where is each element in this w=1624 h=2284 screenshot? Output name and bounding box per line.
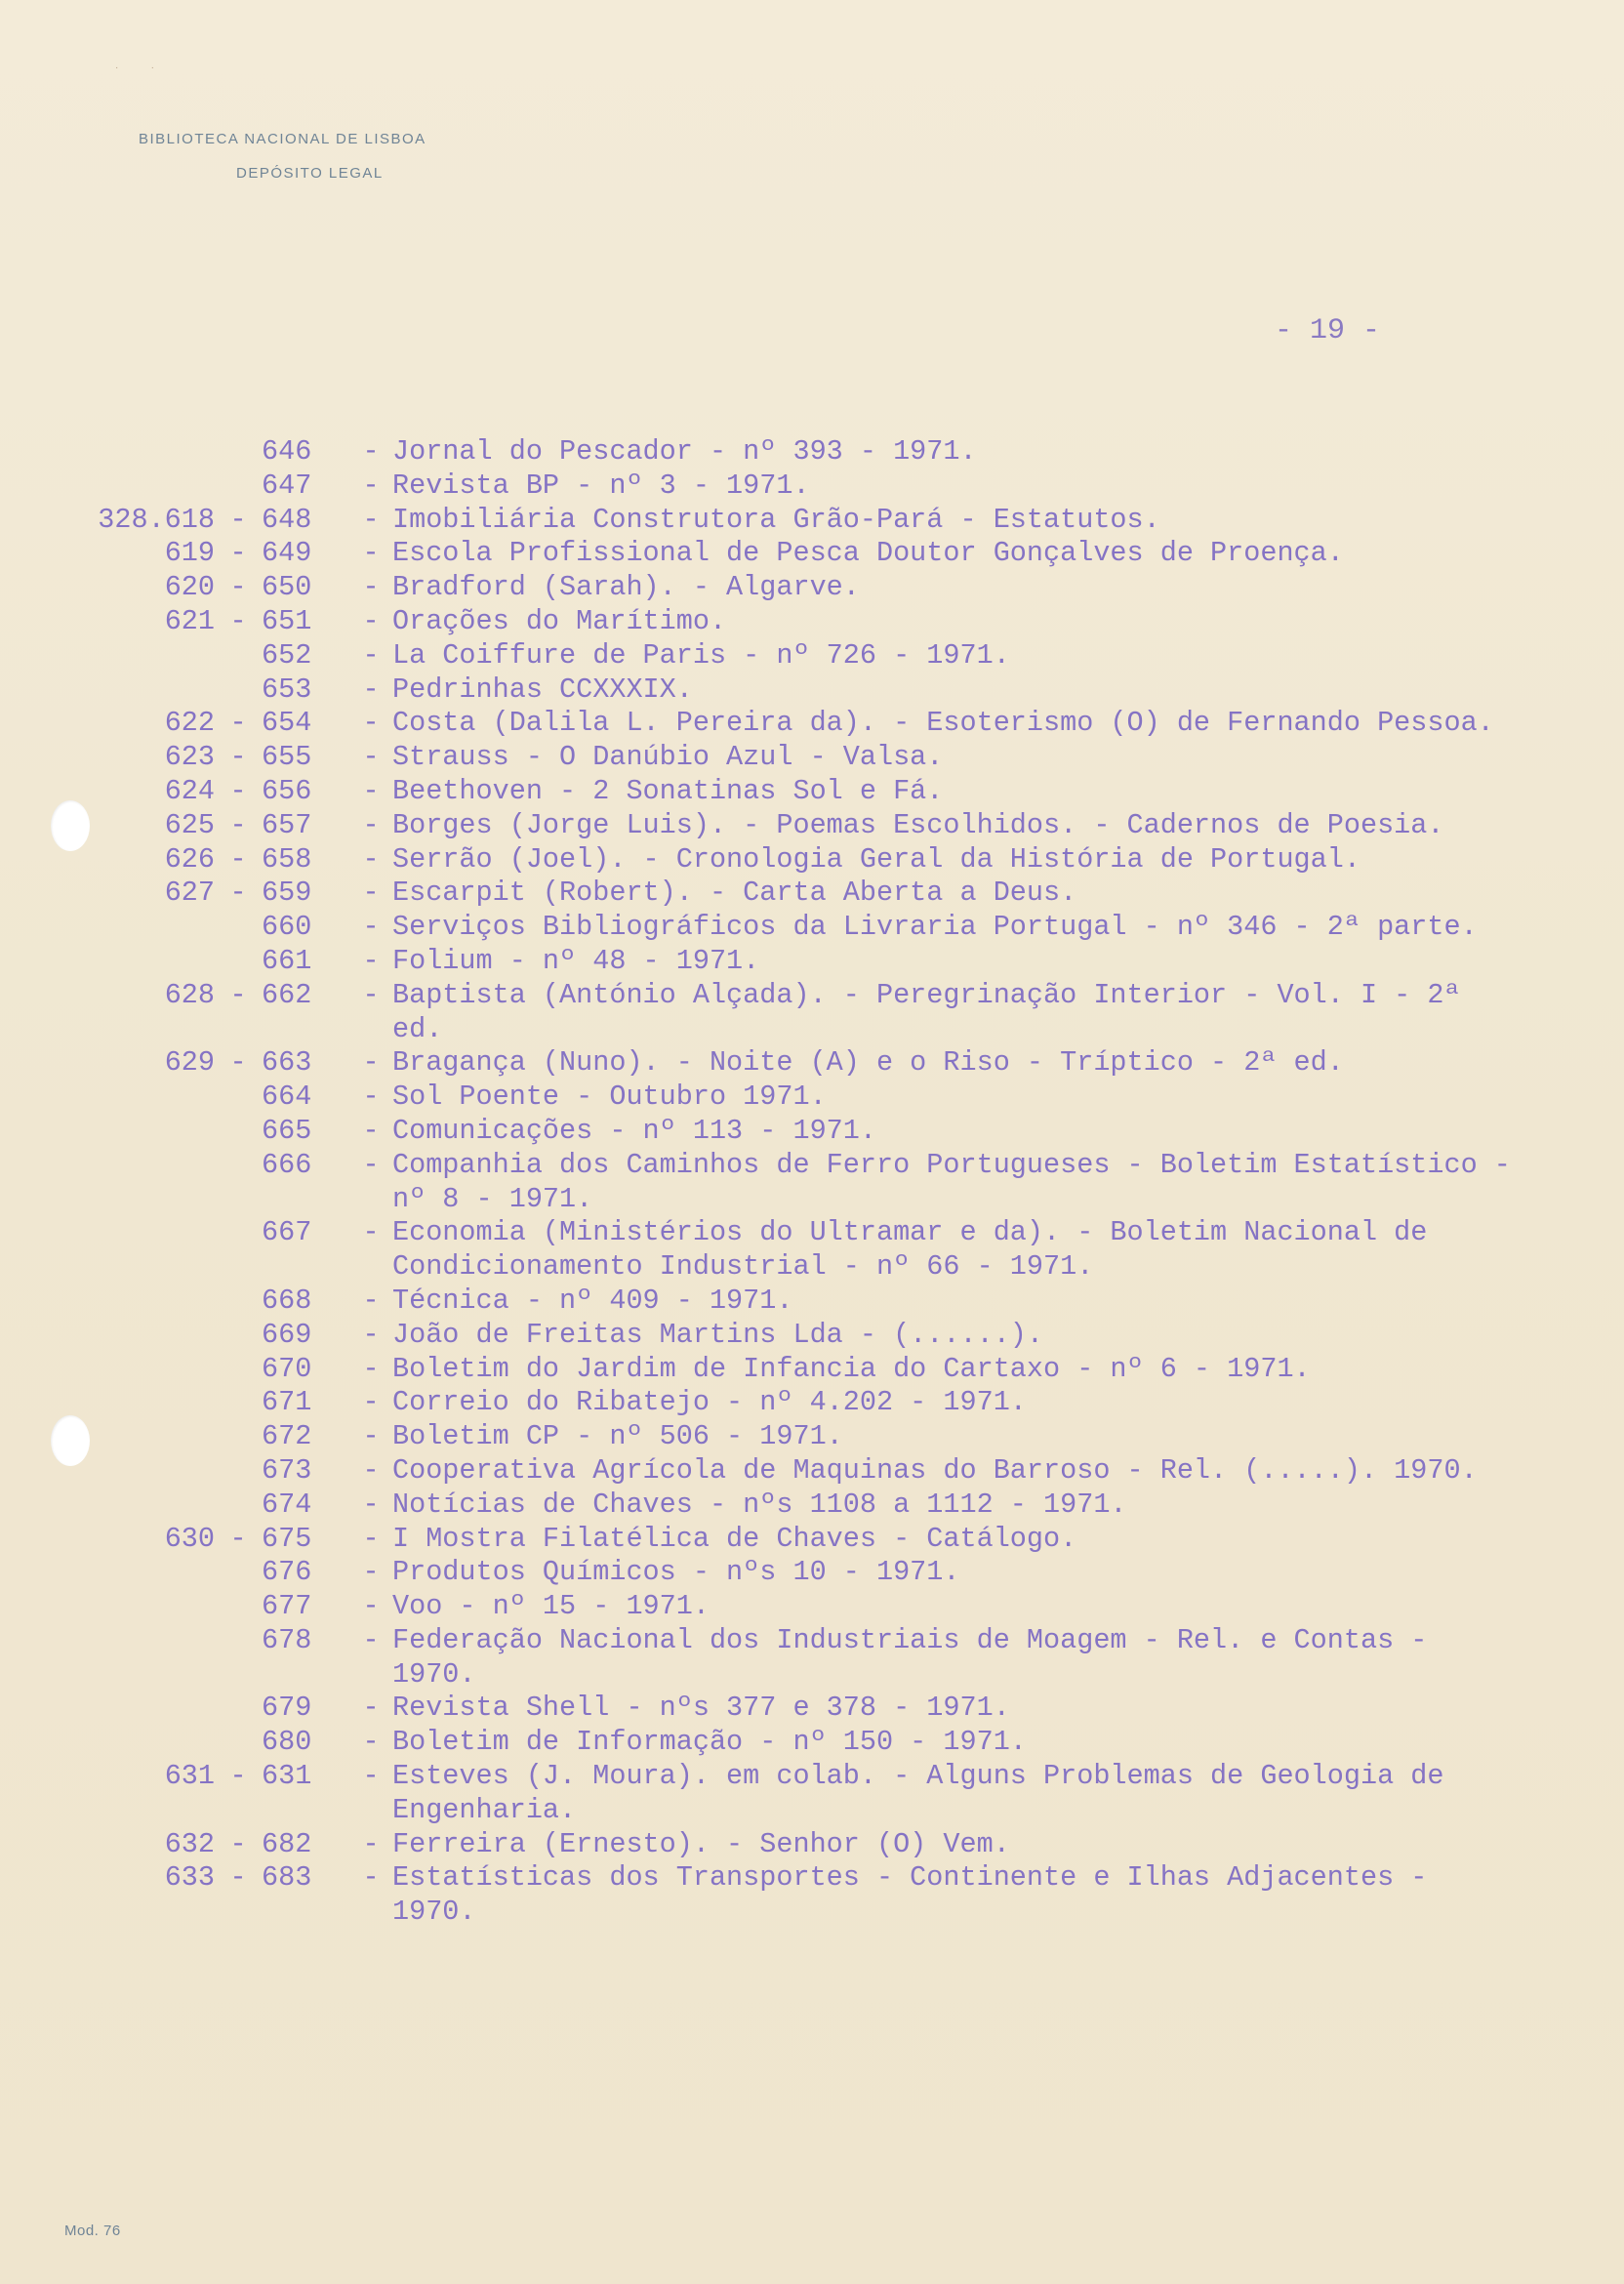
separator-dash: -: [362, 1692, 380, 1725]
catalog-number: [0, 1489, 215, 1523]
deposit-number: 670: [262, 1352, 312, 1385]
entry-title: I Mostra Filatélica de Chaves - Catálogo.: [392, 1522, 1077, 1555]
separator-dash: [215, 1353, 262, 1387]
entry-title: Beethoven - 2 Sonatinas Sol e Fá.: [392, 774, 944, 807]
list-item: [0, 1046, 1624, 1081]
entry-title: Companhia dos Caminhos de Ferro Portugueses - Boletim Estatístico - nº 8 - 1971.: [392, 1148, 1511, 1215]
entry-title: Imobiliária Construtora Grão-Pará - Estatutos.: [392, 503, 1160, 536]
punch-hole: [51, 800, 90, 851]
entry-title: Costa (Dalila L. Pereira da). - Esoterismo (O) de Fernando Pessoa.: [392, 707, 1494, 740]
deposit-number: 668: [262, 1284, 312, 1317]
entry-title: Técnica - nº 409 - 1971.: [392, 1284, 793, 1317]
deposit-number: 675: [262, 1522, 312, 1555]
separator-dash: -: [362, 1046, 380, 1080]
separator-dash: -: [362, 1386, 380, 1419]
separator-dash: -: [362, 1590, 380, 1623]
deposit-number: 679: [262, 1692, 312, 1725]
separator-dash: -: [362, 1488, 380, 1521]
separator-dash: -: [362, 1556, 380, 1589]
separator-dash: -: [362, 944, 380, 977]
deposit-number: 672: [262, 1420, 312, 1453]
list-item: [0, 1454, 1624, 1489]
entry-title: Boletim de Informação - nº 150 - 1971.: [392, 1726, 1027, 1759]
separator-dash: -: [362, 1114, 380, 1147]
separator-dash: [215, 1420, 262, 1454]
catalog-number: [0, 1454, 215, 1489]
list-item: [0, 1861, 1624, 1930]
list-item: [0, 1828, 1624, 1862]
catalog-number: [0, 1216, 215, 1285]
entry-title: Bradford (Sarah). - Algarve.: [392, 571, 860, 604]
deposit-number: 673: [262, 1453, 312, 1487]
list-item: [0, 1081, 1624, 1115]
catalog-number: [0, 1556, 215, 1590]
list-item: [0, 707, 1624, 741]
letterhead: [139, 131, 426, 182]
list-item: [0, 1115, 1624, 1149]
separator-dash: -: [229, 774, 247, 807]
entry-title: Esteves (J. Moura). em colab. - Alguns Problemas de Geologia de Engenharia.: [392, 1760, 1444, 1826]
entry-title: Revista Shell - nºs 377 e 378 - 1971.: [392, 1692, 1010, 1725]
catalog-number: [0, 1285, 215, 1319]
separator-dash: -: [362, 741, 380, 774]
deposit-number: 653: [262, 673, 312, 706]
entry-title: Baptista (António Alçada). - Peregrinação Interior - Vol. I - 2ª ed.: [392, 978, 1461, 1045]
separator-dash: -: [229, 1861, 247, 1895]
list-item: [0, 1149, 1624, 1217]
separator-dash: -: [362, 1148, 380, 1181]
deposit-number: 648: [262, 503, 312, 536]
separator-dash: [215, 1216, 262, 1285]
deposit-number: 671: [262, 1386, 312, 1419]
deposit-number: 658: [262, 842, 312, 876]
separator-dash: -: [229, 808, 247, 841]
deposit-number: 682: [262, 1827, 312, 1860]
deposit-number: 655: [262, 741, 312, 774]
entry-title: Estatísticas dos Transportes - Continente e Ilhas Adjacentes - 1970.: [392, 1861, 1428, 1929]
separator-dash: [215, 1319, 262, 1353]
list-item: [0, 775, 1624, 809]
separator-dash: -: [362, 469, 380, 502]
separator-dash: [215, 435, 262, 469]
deposit-number: 631: [262, 1760, 312, 1793]
entry-title: Escarpit (Robert). - Carta Aberta a Deus.: [392, 877, 1077, 910]
separator-dash: -: [362, 673, 380, 706]
list-item: [0, 877, 1624, 911]
entry-title: Folium - nº 48 - 1971.: [392, 944, 760, 977]
separator-dash: -: [229, 1827, 247, 1860]
separator-dash: -: [362, 877, 380, 910]
list-item: [0, 1692, 1624, 1726]
separator-dash: -: [362, 774, 380, 807]
separator-dash: -: [362, 1760, 380, 1793]
separator-dash: -: [362, 1081, 380, 1114]
separator-dash: [215, 1692, 262, 1726]
catalog-number: [0, 435, 215, 469]
separator-dash: [215, 1081, 262, 1115]
catalog-number: 624: [164, 774, 215, 807]
separator-dash: -: [362, 1318, 380, 1351]
list-item: [0, 504, 1624, 538]
list-item: [0, 673, 1624, 708]
deposit-number: 661: [262, 944, 312, 977]
separator-dash: -: [362, 808, 380, 841]
entry-title: Comunicações - nº 113 - 1971.: [392, 1114, 876, 1147]
page-number: - 19 -: [1275, 314, 1381, 347]
separator-dash: [215, 1624, 262, 1693]
entry-title: Boletim CP - nº 506 - 1971.: [392, 1420, 843, 1453]
list-item: [0, 809, 1624, 843]
list-item: [0, 1420, 1624, 1454]
deposit-number: 676: [262, 1556, 312, 1589]
catalog-number: [0, 673, 215, 708]
deposit-number: 664: [262, 1081, 312, 1114]
entry-list: [0, 435, 1624, 1930]
deposit-number: 657: [262, 808, 312, 841]
separator-dash: -: [229, 1522, 247, 1555]
separator-dash: [215, 1489, 262, 1523]
list-item: [0, 1523, 1624, 1557]
catalog-number: [0, 945, 215, 979]
list-item: [0, 435, 1624, 469]
list-item: [0, 537, 1624, 571]
list-item: [0, 1489, 1624, 1523]
deposit-number: 669: [262, 1318, 312, 1351]
list-item: [0, 1590, 1624, 1624]
catalog-number: 631: [164, 1760, 215, 1793]
separator-dash: -: [229, 503, 247, 536]
list-item: [0, 911, 1624, 945]
catalog-number: 633: [164, 1861, 215, 1895]
deposit-number: 680: [262, 1726, 312, 1759]
separator-dash: -: [362, 1420, 380, 1453]
separator-dash: -: [362, 1284, 380, 1317]
separator-dash: [215, 469, 262, 504]
catalog-number: 627: [164, 877, 215, 910]
deposit-number: 662: [262, 978, 312, 1011]
list-item: [0, 741, 1624, 775]
deposit-number: 647: [262, 469, 312, 502]
deposit-number: 651: [262, 604, 312, 637]
separator-dash: [215, 1726, 262, 1760]
entry-title: Voo - nº 15 - 1971.: [392, 1590, 710, 1623]
separator-dash: -: [362, 1522, 380, 1555]
catalog-number: [0, 1353, 215, 1387]
separator-dash: -: [229, 604, 247, 637]
list-item: [0, 1285, 1624, 1319]
list-item: [0, 843, 1624, 877]
list-item: [0, 1386, 1624, 1420]
separator-dash: -: [362, 1726, 380, 1759]
separator-dash: -: [362, 1453, 380, 1487]
entry-title: La Coiffure de Paris - nº 726 - 1971.: [392, 638, 1010, 672]
separator-dash: -: [362, 978, 380, 1011]
separator-dash: -: [362, 1216, 380, 1249]
separator-dash: -: [229, 741, 247, 774]
list-item: [0, 1353, 1624, 1387]
catalog-number: 625: [164, 808, 215, 841]
separator-dash: -: [229, 707, 247, 740]
library-name: BIBLIOTECA NACIONAL DE LISBOA: [139, 131, 426, 147]
deposit-number: 660: [262, 911, 312, 944]
list-item: [0, 1319, 1624, 1353]
entry-title: Serrão (Joel). - Cronologia Geral da História de Portugal.: [392, 842, 1360, 876]
entry-title: Ferreira (Ernesto). - Senhor (O) Vem.: [392, 1827, 1010, 1860]
separator-dash: [215, 1556, 262, 1590]
separator-dash: -: [362, 571, 380, 604]
deposit-number: 650: [262, 571, 312, 604]
deposit-number: 665: [262, 1114, 312, 1147]
separator-dash: -: [229, 978, 247, 1011]
list-item: [0, 1556, 1624, 1590]
deposit-number: 666: [262, 1148, 312, 1181]
separator-dash: -: [229, 842, 247, 876]
separator-dash: [215, 1590, 262, 1624]
separator-dash: -: [362, 604, 380, 637]
list-item: [0, 469, 1624, 504]
catalog-number: [0, 1115, 215, 1149]
deposit-number: 654: [262, 707, 312, 740]
catalog-number: [0, 1726, 215, 1760]
deposit-number: 683: [262, 1861, 312, 1895]
entry-title: Serviços Bibliográficos da Livraria Portugal - nº 346 - 2ª parte.: [392, 911, 1478, 944]
separator-dash: [215, 1115, 262, 1149]
deposit-number: 677: [262, 1590, 312, 1623]
separator-dash: -: [362, 1352, 380, 1385]
catalog-number: [0, 1590, 215, 1624]
separator-dash: -: [362, 707, 380, 740]
separator-dash: -: [362, 435, 380, 468]
catalog-number: [0, 1420, 215, 1454]
separator-dash: -: [362, 911, 380, 944]
entry-title: Orações do Marítimo.: [392, 604, 727, 637]
separator-dash: -: [362, 537, 380, 570]
list-item: [0, 639, 1624, 673]
separator-dash: [215, 639, 262, 673]
separator-dash: [215, 1285, 262, 1319]
entry-title: Strauss - O Danúbio Azul - Valsa.: [392, 741, 944, 774]
entry-title: Jornal do Pescador - nº 393 - 1971.: [392, 435, 977, 468]
catalog-number: 626: [164, 842, 215, 876]
list-item: [0, 979, 1624, 1047]
catalog-number: [0, 1081, 215, 1115]
entry-title: Notícias de Chaves - nºs 1108 a 1112 - 1971.: [392, 1488, 1127, 1521]
separator-dash: -: [229, 537, 247, 570]
list-item: [0, 1760, 1624, 1828]
entry-title: Federação Nacional dos Industriais de Moagem - Rel. e Contas - 1970.: [392, 1623, 1428, 1691]
paper-speck: · ·: [115, 62, 154, 73]
catalog-number: 621: [164, 604, 215, 637]
catalog-number: 619: [164, 537, 215, 570]
separator-dash: -: [229, 1760, 247, 1793]
catalog-number: [0, 911, 215, 945]
separator-dash: [215, 1386, 262, 1420]
separator-dash: [215, 911, 262, 945]
deposit-number: 663: [262, 1046, 312, 1080]
department-name: DEPÓSITO LEGAL: [236, 165, 384, 182]
entry-title: Escola Profissional de Pesca Doutor Gonçalves de Proença.: [392, 537, 1344, 570]
deposit-number: 646: [262, 435, 312, 468]
deposit-number: 678: [262, 1623, 312, 1656]
separator-dash: -: [229, 877, 247, 910]
deposit-number: 667: [262, 1216, 312, 1249]
catalog-number: 620: [164, 571, 215, 604]
catalog-number: 628: [164, 978, 215, 1011]
separator-dash: -: [229, 1046, 247, 1080]
entry-title: Revista BP - nº 3 - 1971.: [392, 469, 810, 502]
entry-title: Correio do Ribatejo - nº 4.202 - 1971.: [392, 1386, 1027, 1419]
list-item: [0, 1726, 1624, 1760]
catalog-number: [0, 1692, 215, 1726]
catalog-number: [0, 469, 215, 504]
list-item: [0, 1624, 1624, 1693]
punch-hole: [51, 1415, 90, 1466]
entry-title: Produtos Químicos - nºs 10 - 1971.: [392, 1556, 960, 1589]
entry-title: Sol Poente - Outubro 1971.: [392, 1081, 827, 1114]
catalog-number: 622: [164, 707, 215, 740]
list-item: [0, 571, 1624, 605]
list-item: [0, 945, 1624, 979]
entry-title: João de Freitas Martins Lda - (......).: [392, 1318, 1044, 1351]
deposit-number: 674: [262, 1488, 312, 1521]
entry-title: Bragança (Nuno). - Noite (A) e o Riso - Tríptico - 2ª ed.: [392, 1046, 1344, 1080]
entry-title: Cooperativa Agrícola de Maquinas do Barroso - Rel. (.....). 1970.: [392, 1453, 1478, 1487]
catalog-number: 632: [164, 1827, 215, 1860]
separator-dash: -: [362, 1861, 380, 1895]
catalog-number: [0, 1624, 215, 1693]
catalog-number: 630: [164, 1522, 215, 1555]
separator-dash: -: [362, 1827, 380, 1860]
entry-title: Boletim do Jardim de Infancia do Cartaxo - nº 6 - 1971.: [392, 1352, 1311, 1385]
separator-dash: [215, 1149, 262, 1217]
separator-dash: [215, 945, 262, 979]
deposit-number: 656: [262, 774, 312, 807]
entry-title: Economia (Ministérios do Ultramar e da). - Boletim Nacional de Condicionamento Industrial - nº 66 - 1971.: [392, 1216, 1428, 1284]
separator-dash: -: [362, 842, 380, 876]
form-model-label: Mod. 76: [64, 2223, 121, 2239]
deposit-number: 649: [262, 537, 312, 570]
list-item: [0, 605, 1624, 639]
separator-dash: [215, 1454, 262, 1489]
catalog-number: 629: [164, 1046, 215, 1080]
catalog-number: 328.618: [98, 503, 215, 536]
entry-title: Borges (Jorge Luis). - Poemas Escolhidos. - Cadernos de Poesia.: [392, 808, 1444, 841]
catalog-number: [0, 639, 215, 673]
deposit-number: 652: [262, 638, 312, 672]
list-item: [0, 1216, 1624, 1285]
separator-dash: -: [362, 1623, 380, 1656]
deposit-number: 659: [262, 877, 312, 910]
separator-dash: -: [362, 503, 380, 536]
separator-dash: -: [229, 571, 247, 604]
separator-dash: [215, 673, 262, 708]
catalog-number: 623: [164, 741, 215, 774]
separator-dash: -: [362, 638, 380, 672]
catalog-number: [0, 1386, 215, 1420]
catalog-number: [0, 1319, 215, 1353]
entry-title: Pedrinhas CCXXXIX.: [392, 673, 693, 706]
catalog-number: [0, 1149, 215, 1217]
